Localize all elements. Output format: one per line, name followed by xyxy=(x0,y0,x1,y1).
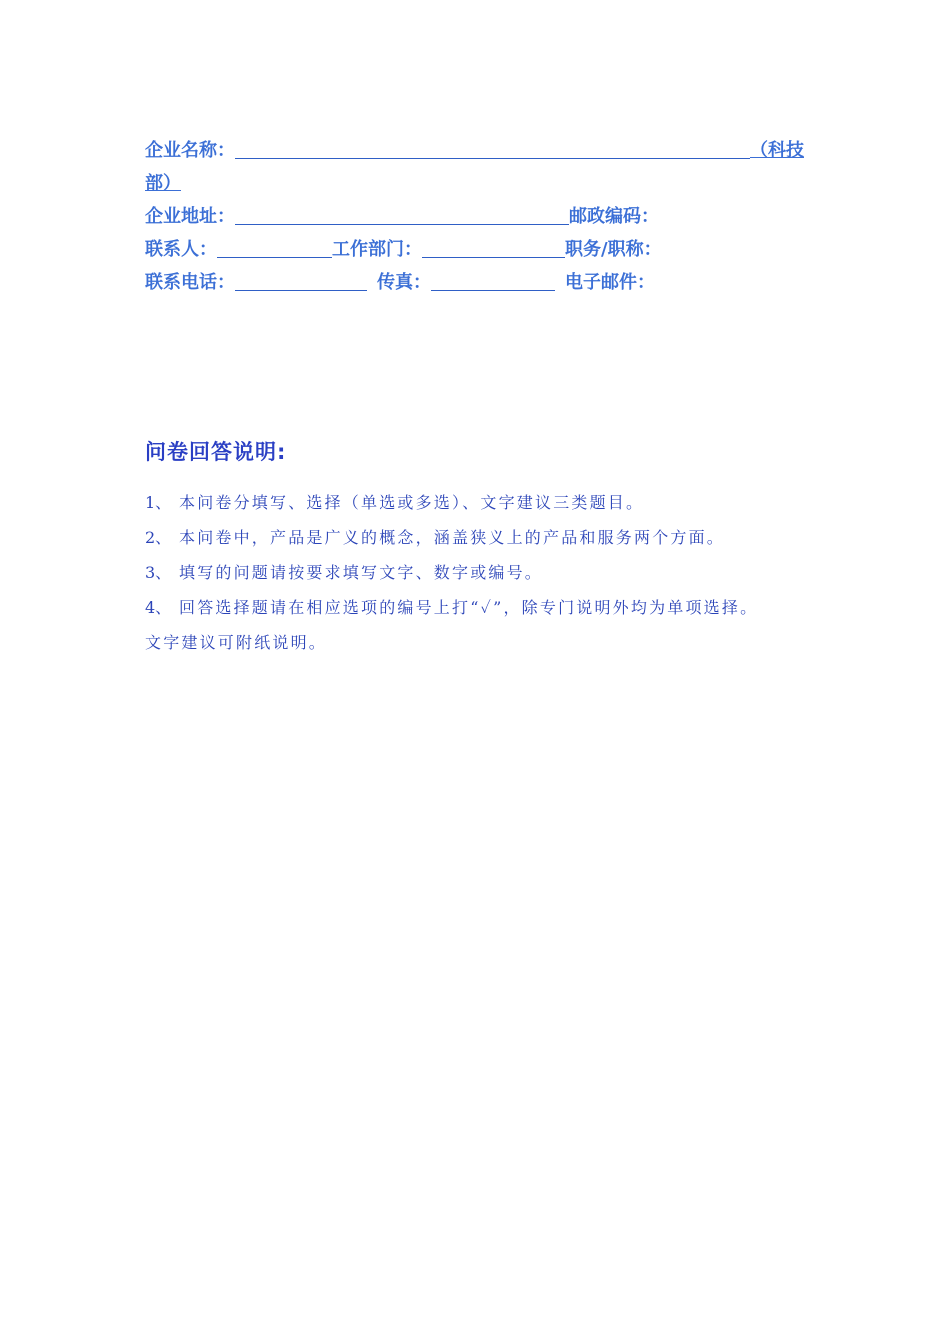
instruction-text: 本问卷中，产品是广义的概念，涵盖狭义上的产品和服务两个方面。 xyxy=(179,528,726,547)
instruction-number: 2、 xyxy=(145,528,172,547)
instruction-item xyxy=(145,597,815,632)
email-label: 电子邮件： xyxy=(565,272,655,293)
company-name-suffix-cont: 部） xyxy=(145,173,181,194)
instruction-number: 3、 xyxy=(145,563,172,582)
instructions-section xyxy=(145,436,815,667)
company-name-label: 企业名称： xyxy=(145,140,235,161)
department-label: 工作部门： xyxy=(332,239,422,260)
instructions-title: 问卷回答说明: xyxy=(145,440,287,464)
company-name-row xyxy=(145,132,807,162)
instruction-continuation: 文字建议可附纸说明。 xyxy=(145,633,328,652)
phone-row xyxy=(145,261,807,294)
company-info-form xyxy=(145,132,807,294)
company-name-suffix: （科技 xyxy=(750,140,804,161)
instruction-number: 1、 xyxy=(145,493,172,512)
instruction-item xyxy=(145,527,815,562)
address-row xyxy=(145,195,807,228)
instruction-number: 4、 xyxy=(145,598,172,617)
company-name-row-cont xyxy=(145,162,807,195)
company-name-field[interactable] xyxy=(235,138,750,159)
contact-label: 联系人： xyxy=(145,239,217,260)
instruction-item xyxy=(145,562,815,597)
address-label: 企业地址： xyxy=(145,206,235,227)
postcode-label: 邮政编码： xyxy=(569,206,659,227)
phone-label: 联系电话： xyxy=(145,272,235,293)
department-field[interactable] xyxy=(422,237,565,258)
address-field[interactable] xyxy=(235,204,569,225)
phone-field[interactable] xyxy=(235,270,367,291)
fax-label: 传真： xyxy=(377,272,431,293)
contact-row xyxy=(145,228,807,261)
fax-field[interactable] xyxy=(431,270,555,291)
instruction-text: 本问卷分填写、选择（单选或多选）、文字建议三类题目。 xyxy=(179,493,645,512)
instruction-text: 填写的问题请按要求填写文字、数字或编号。 xyxy=(179,563,544,582)
contact-field[interactable] xyxy=(217,237,332,258)
instruction-item xyxy=(145,492,815,527)
position-label: 职务/职称： xyxy=(565,239,662,260)
instruction-text: 回答选择题请在相应选项的编号上打“✓”，除专门说明外均为单项选择。 xyxy=(179,598,759,617)
